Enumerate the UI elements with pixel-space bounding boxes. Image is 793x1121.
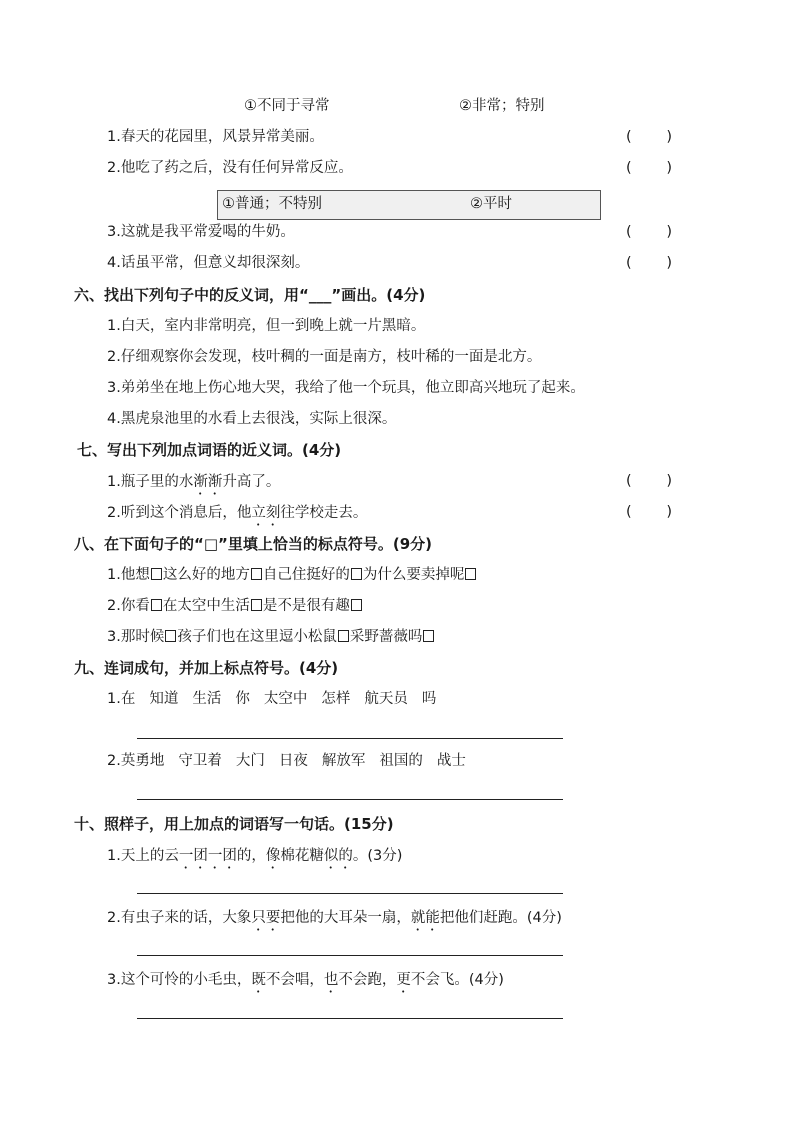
answer-parens[interactable]: ( ): [626, 504, 672, 520]
s5-question-3: 3.这就是我平常爱喝的牛奶。: [107, 224, 295, 240]
punctuation-box[interactable]: [151, 599, 162, 611]
s8-question-1: 1.他想 这么好的地方 自己住挺好的 为什么要卖掉呢: [107, 568, 477, 583]
s7-question-2: 2.听到这个消息后，他立刻往学校走去。: [107, 505, 368, 521]
section-9-heading: 九、连词成句，并加上标点符号。(4分): [74, 659, 339, 677]
answer-line[interactable]: [137, 955, 563, 956]
section-10-heading: 十、照样子，用上加点的词语写一句话。(15分): [74, 815, 394, 833]
punctuation-box[interactable]: [465, 568, 476, 580]
meaning-box: [217, 190, 601, 220]
punctuation-box[interactable]: [351, 599, 362, 611]
punctuation-box[interactable]: [423, 630, 434, 642]
answer-line[interactable]: [137, 1018, 563, 1019]
emphasized-word: 只要: [251, 910, 281, 926]
answer-line[interactable]: [137, 738, 563, 739]
emphasized-word: 一团一团: [178, 848, 237, 864]
s7-question-1: 1.瓶子里的水渐渐升高了。: [107, 474, 281, 490]
punctuation-box[interactable]: [351, 568, 362, 580]
meaning-a1: ①不同于寻常: [244, 98, 330, 114]
s6-question-1: 1.白天，室内非常明亮，但一到晚上就一片黑暗。: [107, 318, 426, 334]
answer-parens[interactable]: ( ): [626, 255, 672, 271]
s9-word-list-2: 2.英勇地 守卫着 大门 日夜 解放军 祖国的 战士: [107, 753, 466, 769]
s10-example-1: 1.天上的云一团一团的，像棉花糖似的。(3分): [107, 848, 403, 864]
s5-question-1: 1.春天的花园里，风景异常美丽。: [107, 129, 324, 145]
answer-parens[interactable]: ( ): [626, 473, 672, 489]
s10-example-2: 2.有虫子来的话，大象只要把他的大耳朵一扇，就能把他们赶跑。(4分): [107, 910, 562, 926]
s8-question-3: 3.那时候 孩子们也在这里逗小松鼠 采野蔷薇吗: [107, 630, 435, 645]
emphasized-word: 立刻: [251, 505, 281, 521]
meaning-b2: ②平时: [470, 196, 512, 212]
section-7-heading: 七、写出下列加点词语的近义词。(4分): [77, 441, 342, 459]
answer-parens[interactable]: ( ): [626, 160, 672, 176]
punctuation-box[interactable]: [338, 630, 349, 642]
section-6-heading: 六、找出下列句子中的反义词，用“___”画出。(4分): [74, 286, 426, 304]
s9-word-list-1: 1.在 知道 生活 你 太空中 怎样 航天员 吗: [107, 691, 437, 707]
emphasized-word: 既: [251, 972, 266, 988]
s10-example-3: 3.这个可怜的小毛虫，既不会唱，也不会跑，更不会飞。(4分): [107, 972, 504, 988]
section-8-heading: 八、在下面句子的“□”里填上恰当的标点符号。(9分): [74, 535, 433, 553]
emphasized-word: 似的: [323, 848, 353, 864]
emphasized-word: 像: [265, 848, 281, 864]
answer-line[interactable]: [137, 893, 563, 894]
punctuation-box[interactable]: [251, 568, 262, 580]
s5-question-4: 4.话虽平常，但意义却很深刻。: [107, 255, 310, 271]
emphasized-word: 渐渐: [193, 474, 223, 490]
punctuation-box[interactable]: [251, 599, 262, 611]
meaning-b1: ①普通；不特别: [222, 196, 322, 212]
s6-question-2: 2.仔细观察你会发现，枝叶稠的一面是南方，枝叶稀的一面是北方。: [107, 349, 542, 365]
punctuation-box[interactable]: [165, 630, 176, 642]
emphasized-word: 也: [323, 972, 339, 988]
answer-parens[interactable]: ( ): [626, 224, 672, 240]
s8-question-2: 2.你看 在太空中生活 是不是很有趣: [107, 599, 363, 614]
s6-question-3: 3.弟弟坐在地上伤心地大哭，我给了他一个玩具，他立即高兴地玩了起来。: [107, 380, 585, 396]
emphasized-word: 更: [396, 972, 411, 988]
meaning-a2: ②非常；特别: [459, 98, 545, 114]
emphasized-word: 就能: [410, 910, 440, 926]
answer-parens[interactable]: ( ): [626, 129, 672, 145]
answer-line[interactable]: [137, 799, 563, 800]
s6-question-4: 4.黑虎泉池里的水看上去很浅，实际上很深。: [107, 411, 397, 427]
s5-question-2: 2.他吃了药之后，没有任何异常反应。: [107, 160, 353, 176]
punctuation-box[interactable]: [151, 568, 162, 580]
